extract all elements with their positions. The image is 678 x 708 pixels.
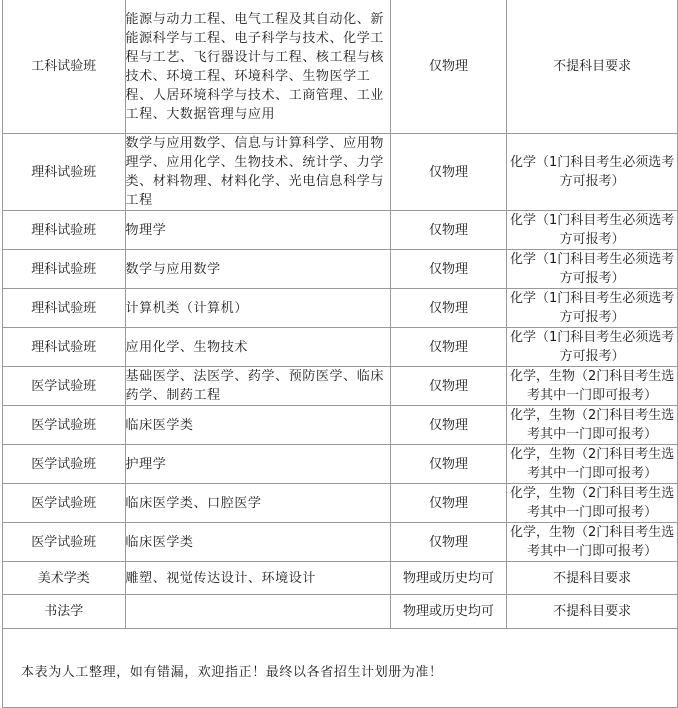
requirement-cell: 不提科目要求	[507, 0, 678, 134]
class-cell: 理科试验班	[3, 328, 126, 367]
scope-cell: 仅物理	[390, 328, 507, 367]
majors-cell: 雕塑、视觉传达设计、环境设计	[125, 562, 390, 595]
table-row	[3, 211, 678, 250]
scope-cell: 仅物理	[390, 250, 507, 289]
requirement-cell: 不提科目要求	[507, 595, 678, 629]
requirement-cell: 化学（1门科目考生必须选考方可报考）	[507, 211, 678, 250]
class-cell: 美术学类	[3, 562, 126, 595]
table-row	[3, 134, 678, 211]
requirement-cell: 化学（1门科目考生必须选考方可报考）	[507, 250, 678, 289]
class-cell: 理科试验班	[3, 134, 126, 211]
class-cell: 工科试验班	[3, 0, 126, 134]
admission-table	[2, 0, 678, 629]
table-row	[3, 0, 678, 134]
requirement-cell: 化学，生物（2门科目考生选考其中一门即可报考）	[507, 445, 678, 484]
table-row	[3, 289, 678, 328]
table-row	[3, 523, 678, 562]
scope-cell: 仅物理	[390, 484, 507, 523]
footnote: 本表为人工整理，如有错漏，欢迎指正！最终以各省招生计划册为准！	[21, 665, 443, 680]
table-row	[3, 562, 678, 595]
table-row	[3, 484, 678, 523]
majors-cell: 临床医学类	[125, 523, 390, 562]
majors-cell: 临床医学类	[125, 406, 390, 445]
majors-cell: 计算机类（计算机）	[125, 289, 390, 328]
requirement-cell: 化学，生物（2门科目考生选考其中一门即可报考）	[507, 523, 678, 562]
scope-cell: 仅物理	[390, 134, 507, 211]
class-cell: 医学试验班	[3, 484, 126, 523]
class-cell: 医学试验班	[3, 523, 126, 562]
majors-cell: 临床医学类、口腔医学	[125, 484, 390, 523]
requirement-cell: 化学，生物（2门科目考生选考其中一门即可报考）	[507, 406, 678, 445]
requirement-cell: 化学，生物（2门科目考生选考其中一门即可报考）	[507, 367, 678, 406]
majors-cell: 基础医学、法医学、药学、预防医学、临床药学、制药工程	[125, 367, 390, 406]
scope-cell: 物理或历史均可	[390, 595, 507, 629]
scope-cell: 仅物理	[390, 367, 507, 406]
scope-cell: 仅物理	[390, 523, 507, 562]
scope-cell: 物理或历史均可	[390, 562, 507, 595]
scope-cell: 仅物理	[390, 289, 507, 328]
class-cell: 理科试验班	[3, 289, 126, 328]
table-row	[3, 250, 678, 289]
majors-cell: 数学与应用数学	[125, 250, 390, 289]
table-row	[3, 367, 678, 406]
majors-cell: 应用化学、生物技术	[125, 328, 390, 367]
scope-cell: 仅物理	[390, 406, 507, 445]
requirement-cell: 不提科目要求	[507, 562, 678, 595]
class-cell: 医学试验班	[3, 445, 126, 484]
scope-cell: 仅物理	[390, 445, 507, 484]
majors-cell: 护理学	[125, 445, 390, 484]
table-row	[3, 445, 678, 484]
footnote-box	[2, 617, 678, 708]
scope-cell: 仅物理	[390, 211, 507, 250]
class-cell: 医学试验班	[3, 406, 126, 445]
class-cell: 书法学	[3, 595, 126, 629]
majors-cell: 能源与动力工程、电气工程及其自动化、新能源科学与工程、电子科学与技术、化学工程与工艺、飞行器设计与工程、核工程与核技术、环境工程、环境科学、生物医学工程、人居环境科学与技术、工商管理、工业工程、大数据管理与应用	[125, 0, 390, 134]
requirement-cell: 化学（1门科目考生必须选考方可报考）	[507, 289, 678, 328]
class-cell: 理科试验班	[3, 250, 126, 289]
class-cell: 医学试验班	[3, 367, 126, 406]
requirement-cell: 化学，生物（2门科目考生选考其中一门即可报考）	[507, 484, 678, 523]
table-row	[3, 406, 678, 445]
scope-cell: 仅物理	[390, 0, 507, 134]
majors-cell: 物理学	[125, 211, 390, 250]
table-row	[3, 328, 678, 367]
class-cell: 理科试验班	[3, 211, 126, 250]
majors-cell: 数学与应用数学、信息与计算科学、应用物理学、应用化学、生物技术、统计学、力学类、材料物理、材料化学、光电信息科学与工程	[125, 134, 390, 211]
requirement-cell: 化学（1门科目考生必须选考方可报考）	[507, 134, 678, 211]
requirement-cell: 化学（1门科目考生必须选考方可报考）	[507, 328, 678, 367]
